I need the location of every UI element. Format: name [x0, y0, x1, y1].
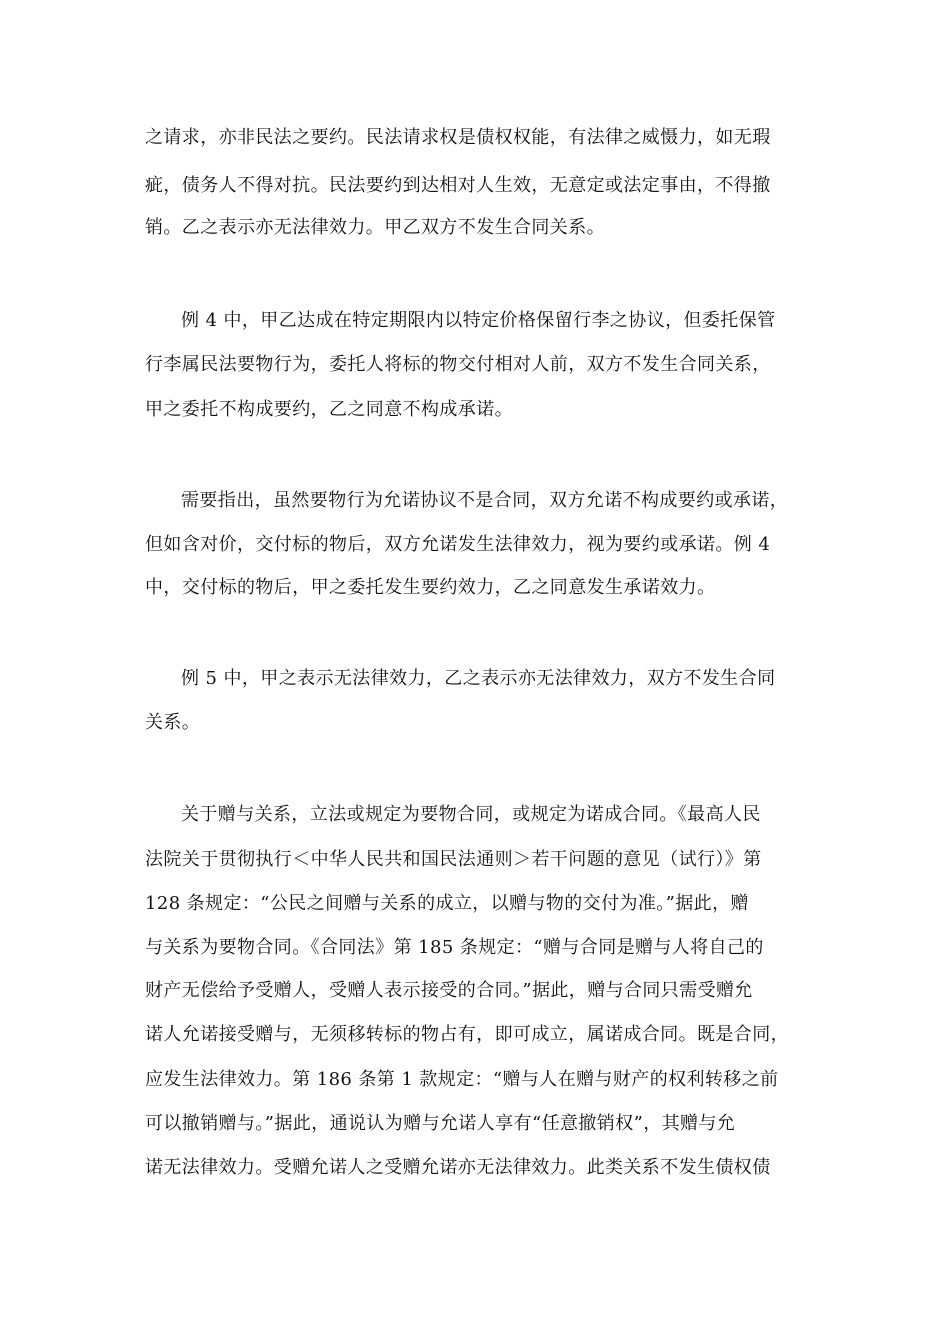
text-line: 关于赠与关系，立法或规定为要物合同，或规定为诺成合同。《最高人民: [181, 804, 761, 825]
text-line: 关系。: [145, 712, 201, 733]
text-line: 128 条规定：“公民之间赠与关系的成立，以赠与物的交付为准。”据此，赠: [145, 893, 749, 914]
text-line: 中，交付标的物后，甲之委托发生要约效力，乙之同意发生承诺效力。: [145, 577, 716, 598]
text-line: 诺人允诺接受赠与，无须移转标的物占有，即可成立，属诺成合同。既是合同，: [145, 1024, 789, 1045]
text-line: 销。乙之表示亦无法律效力。甲乙双方不发生合同关系。: [145, 217, 605, 238]
text-line: 可以撤销赠与。”据此，通说认为赠与允诺人享有“任意撤销权”，其赠与允: [145, 1113, 736, 1134]
text-line: 疵，债务人不得对抗。民法要约到达相对人生效，无意定或法定事由，不得撤: [145, 175, 771, 196]
text-line: 甲之委托不构成要约，乙之同意不构成承诺。: [145, 399, 513, 420]
text-line: 行李属民法要物行为，委托人将标的物交付相对人前，双方不发生合同关系，: [145, 354, 771, 375]
text-line: 例 4 中，甲乙达成在特定期限内以特定价格保留行李之协议，但委托保管: [181, 310, 776, 331]
text-line: 需要指出，虽然要物行为允诺协议不是合同，双方允诺不构成要约或承诺，: [181, 490, 789, 511]
text-line: 诺无法律效力。受赠允诺人之受赠允诺亦无法律效力。此类关系不发生债权债: [145, 1157, 771, 1178]
text-line: 法院关于贯彻执行＜中华人民共和国民法通则＞若干问题的意见（试行）》第: [145, 849, 762, 870]
text-line: 但如含对价，交付标的物后，双方允诺发生法律效力，视为要约或承诺。例 4: [145, 534, 771, 555]
text-line: 财产无偿给予受赠人，受赠人表示接受的合同。”据此，赠与合同只需受赠允: [145, 980, 753, 1001]
text-line: 与关系为要物合同。《合同法》第 185 条规定：“赠与合同是赠与人将自己的: [145, 937, 764, 958]
text-line: 应发生法律效力。第 186 条第 1 款规定：“赠与人在赠与财产的权利转移之前: [145, 1069, 779, 1090]
text-line: 之请求，亦非民法之要约。民法请求权是债权权能，有法律之威慑力，如无瑕: [145, 127, 771, 148]
text-line: 例 5 中，甲之表示无法律效力，乙之表示亦无法律效力，双方不发生合同: [181, 668, 776, 689]
